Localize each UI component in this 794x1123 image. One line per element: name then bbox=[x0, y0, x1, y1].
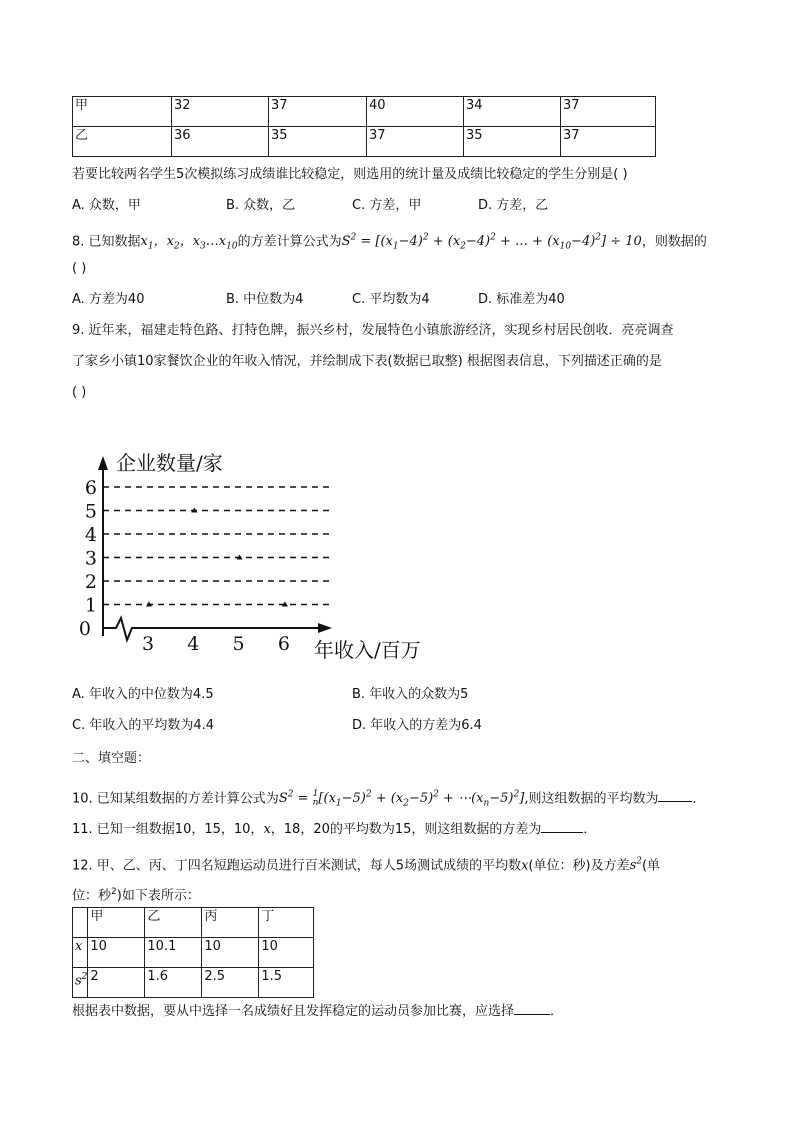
table-cell: 乙 bbox=[73, 127, 172, 157]
y-tick-label: 4 bbox=[84, 524, 97, 546]
x-tick-label: 5 bbox=[232, 633, 245, 655]
q9-option-b: B. 年收入的众数为5 bbox=[352, 687, 469, 702]
table-cell: 乙 bbox=[145, 908, 202, 938]
table-cell: 丙 bbox=[202, 908, 259, 938]
q8-option-d: D. 标准差为40 bbox=[478, 292, 565, 307]
q9-line-3: ( ) bbox=[72, 385, 87, 400]
x-axis-title: 年收入/百万 bbox=[314, 638, 421, 662]
q10-text bbox=[72, 786, 705, 813]
x-tick-label: 3 bbox=[141, 633, 155, 655]
q8-prefix: 8. 已知数据 bbox=[72, 234, 141, 250]
table-cell: 1.5 bbox=[259, 968, 314, 998]
table-cell: 37 bbox=[367, 127, 464, 157]
q9-option-c: C. 年收入的平均数为4.4 bbox=[72, 718, 215, 733]
q11-end: ． bbox=[583, 822, 597, 837]
q7-option-a: A. 众数，甲 bbox=[72, 198, 141, 213]
table-cell: 32 bbox=[172, 97, 269, 127]
q7-option-d: D. 方差，乙 bbox=[478, 198, 549, 213]
q10-prefix: 10. 已知某组数据的方差计算公式为 bbox=[72, 791, 279, 807]
q8-data-list: $x_1$，$x_2$，$x_3\dots x_{10}$ bbox=[140, 234, 238, 252]
section-heading: 二、填空题： bbox=[72, 751, 151, 766]
q12-question-text: 根据表中数据，要从中选择一名成绩好且发挥稳定的运动员参加比赛，应选择 bbox=[72, 1004, 515, 1019]
table-cell: 34 bbox=[464, 97, 561, 127]
q12-prefix: 12. 甲、乙、丙、丁四名短跑运动员进行百米测试，每人5场测试成绩的平均数 bbox=[72, 858, 522, 874]
y-tick-label: 2 bbox=[84, 571, 97, 593]
q12-unit: 位：秒 bbox=[72, 888, 112, 904]
q12-tail: (单 bbox=[641, 858, 661, 874]
q9-option-a: A. 年收入的中位数为4.5 bbox=[72, 687, 214, 702]
table-row bbox=[73, 938, 314, 968]
y-tick-label: 1 bbox=[84, 594, 97, 617]
table-cell: 37 bbox=[269, 97, 367, 127]
q10-answer-blank[interactable] bbox=[658, 789, 692, 802]
q10-suffix: ,则这组数据的平均数为 bbox=[524, 791, 659, 807]
table-cell: 10.1 bbox=[145, 938, 202, 968]
q7-option-b: B. 众数，乙 bbox=[226, 198, 296, 213]
q12-var-symbol: $s^2$ bbox=[629, 857, 642, 874]
x-axis-arrow bbox=[318, 623, 332, 633]
q8-suffix: ，则数据的 bbox=[641, 234, 707, 250]
q11-suffix: ，18，20的平均数为15，则这组数据的方差为 bbox=[270, 822, 542, 837]
q12-mid: (单位：秒)及方差 bbox=[528, 858, 630, 874]
q11-text bbox=[72, 820, 596, 839]
q12-unit-sup: 2 bbox=[111, 887, 117, 897]
q10-end: ． bbox=[692, 791, 706, 807]
q12-line-1 bbox=[72, 853, 660, 875]
y-tick-label: 0 bbox=[78, 618, 91, 640]
x-tick-label: 4 bbox=[187, 633, 200, 655]
table-cell: 35 bbox=[464, 127, 561, 157]
table-cell: 1.6 bbox=[145, 968, 202, 998]
q8-formula: $S^2 = [(x_1-4)^2 + (x_2-4)^2$ + … + $(x_{10}-4)^2] \div 10$ bbox=[341, 233, 642, 252]
q12-answer-blank[interactable] bbox=[514, 1002, 550, 1015]
table-cell: 36 bbox=[172, 127, 269, 157]
y-axis-title: 企业数量/家 bbox=[116, 451, 223, 475]
q9-line-1: 9. 近年来，福建走特色路、打特色牌，振兴乡村，发展特色小镇旅游经济，实现乡村居民创收．亮亮调查 bbox=[72, 323, 674, 338]
table-cell: 10 bbox=[202, 938, 259, 968]
runner-table bbox=[72, 907, 314, 998]
table-cell: 10 bbox=[259, 938, 314, 968]
y-tick-label: 6 bbox=[84, 477, 97, 499]
y-axis-arrow bbox=[98, 456, 108, 470]
x-axis bbox=[103, 618, 326, 640]
table-cell: 40 bbox=[367, 97, 464, 127]
table-cell: 35 bbox=[269, 127, 367, 157]
q12-mean-symbol: x bbox=[521, 858, 529, 874]
q11-prefix: 11. 已知一组数据10，15，10， bbox=[72, 822, 264, 837]
q8-paren: ( ) bbox=[72, 261, 87, 276]
y-tick-label: 5 bbox=[84, 500, 97, 523]
q8-option-b: B. 中位数为4 bbox=[226, 292, 304, 307]
table-row bbox=[73, 968, 314, 998]
q11-var: x bbox=[263, 822, 271, 837]
table-cell: 37 bbox=[561, 97, 656, 127]
q8-option-c: C. 平均数为4 bbox=[352, 292, 430, 307]
q9-line-2: 了家乡小镇10家餐饮企业的年收入情况，并绘制成下表(数据已取整) 根据图表信息，下列描述正确的是 bbox=[72, 354, 662, 369]
q8-mid: 的方差计算公式为 bbox=[237, 234, 342, 250]
q7-tail-text: 若要比较两名学生5次模拟练习成绩谁比较稳定，则选用的统计量及成绩比较稳定的学生分别是( ) bbox=[72, 167, 628, 182]
q12-line-2 bbox=[72, 883, 200, 905]
q11-answer-blank[interactable] bbox=[541, 820, 583, 833]
q7-option-c: C. 方差，甲 bbox=[352, 198, 422, 213]
table-cell: x bbox=[73, 938, 88, 968]
table-cell: 丁 bbox=[259, 908, 314, 938]
x-tick-label: 6 bbox=[277, 633, 290, 655]
table-cell: $s^2$ bbox=[73, 968, 88, 998]
table-cell bbox=[73, 908, 88, 938]
q12-question bbox=[72, 1002, 563, 1021]
y-tick-label: 3 bbox=[84, 547, 97, 570]
table-cell: 2.5 bbox=[202, 968, 259, 998]
q12-unit-end: )如下表所示： bbox=[116, 888, 200, 904]
q10-formula: $S^2 = 1$ $n[(x_1-5)^2 + (x_2-5)^2$ + $\cdots(x_n-5)^2$] bbox=[278, 788, 525, 809]
q12-question-end: ． bbox=[550, 1004, 564, 1019]
table-cell: 甲 bbox=[88, 908, 145, 938]
table-cell: 37 bbox=[561, 127, 656, 157]
table-cell: 2 bbox=[88, 968, 145, 998]
table-cell: 10 bbox=[88, 938, 145, 968]
table-row bbox=[73, 908, 314, 938]
q9-option-d: D. 年收入的方差为6.4 bbox=[352, 718, 482, 733]
table-cell: 甲 bbox=[73, 97, 172, 127]
q8-option-a: A. 方差为40 bbox=[72, 292, 145, 307]
